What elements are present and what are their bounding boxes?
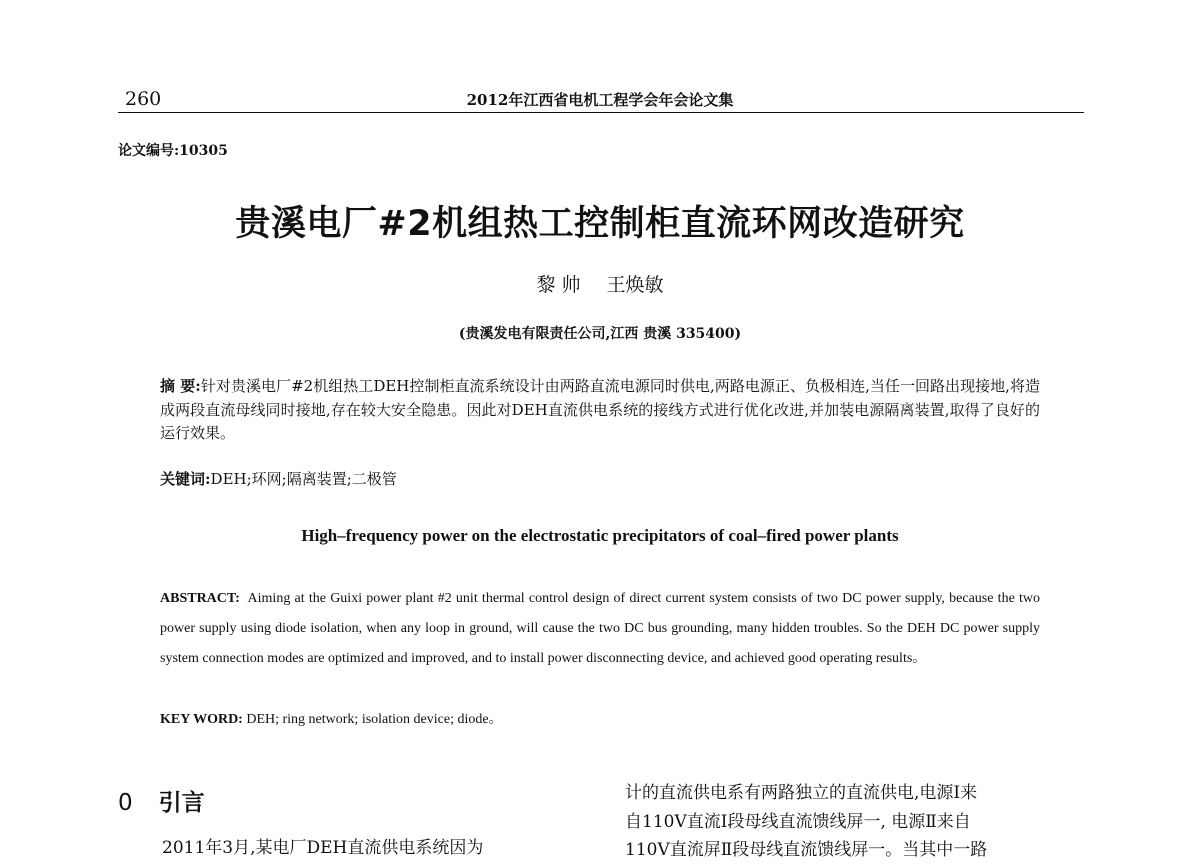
running-head: 2012年江西省电机工程学会年会论文集 bbox=[466, 91, 734, 109]
body-right-column bbox=[625, 779, 1085, 865]
abstract-en-label: ABSTRACT: bbox=[160, 591, 240, 606]
keywords-en-text: DEH; ring network; isolation device; diode。 bbox=[246, 712, 503, 727]
keywords-zh-label: 关键词: bbox=[160, 470, 211, 488]
keywords-en-label: KEY WORD: bbox=[160, 712, 243, 727]
keywords-en bbox=[160, 708, 503, 728]
page-number: 260 bbox=[125, 88, 162, 110]
affiliation: (贵溪发电有限责任公司,江西 贵溪 335400) bbox=[458, 326, 742, 342]
paper-title-zh: 贵溪电厂#2机组热工控制柜直流环网改造研究 bbox=[235, 204, 965, 244]
author-2: 王焕敏 bbox=[606, 274, 664, 296]
body-text-line: 2011年3月,某电厂DEH直流供电系统因为 bbox=[162, 838, 484, 858]
header-rule bbox=[118, 112, 1084, 113]
abstract-en-text: Aiming at the Guixi power plant #2 unit thermal control design of direct current system consists of two DC power supply, because the two power supply using diode isolation, when any loop in ground, will cause the two DC bus grounding, many hidden troubles. So the DEH DC power supply system connection modes are optimized and improved, and to install power disconnecting device, and achieved good operating results。 bbox=[160, 591, 1040, 666]
section-heading bbox=[118, 784, 205, 817]
paper-number: 论文编号:10305 bbox=[118, 143, 228, 159]
abstract-en bbox=[160, 584, 1040, 674]
body-text-line: 计的直流供电系有两路独立的直流供电,电源Ⅰ来 bbox=[625, 783, 978, 803]
abstract-zh-text: 针对贵溪电厂#2机组热工DEH控制柜直流系统设计由两路直流电源同时供电,两路电源正、负极相连,当任一回路出现接地,将造成两段直流母线同时接地,存在较大安全隐患。因此对DEH直流供电系统的接线方式进行优化改进,并加装电源隔离装置,取得了良好的运行效果。 bbox=[160, 377, 1040, 442]
keywords-zh bbox=[160, 468, 397, 489]
section-title: 引言 bbox=[158, 790, 205, 816]
keywords-zh-text: DEH;环网;隔离装置;二极管 bbox=[210, 470, 397, 488]
body-text-line: 自110V直流Ⅰ段母线直流馈线屏一, 电源Ⅱ来自 bbox=[625, 811, 971, 832]
body-text-line: 110V直流屏Ⅱ段母线直流馈线屏一。当其中一路 bbox=[625, 840, 988, 860]
abstract-zh-label: 摘 要: bbox=[160, 377, 201, 395]
abstract-zh bbox=[160, 375, 1040, 446]
authors bbox=[0, 270, 1200, 297]
section-number: 0 bbox=[118, 790, 133, 816]
body-left-column bbox=[162, 833, 483, 858]
paper-title-en: High–frequency power on the electrostatic precipitators of coal–fired power plants bbox=[301, 526, 899, 545]
author-1: 黎 帅 bbox=[536, 274, 581, 296]
